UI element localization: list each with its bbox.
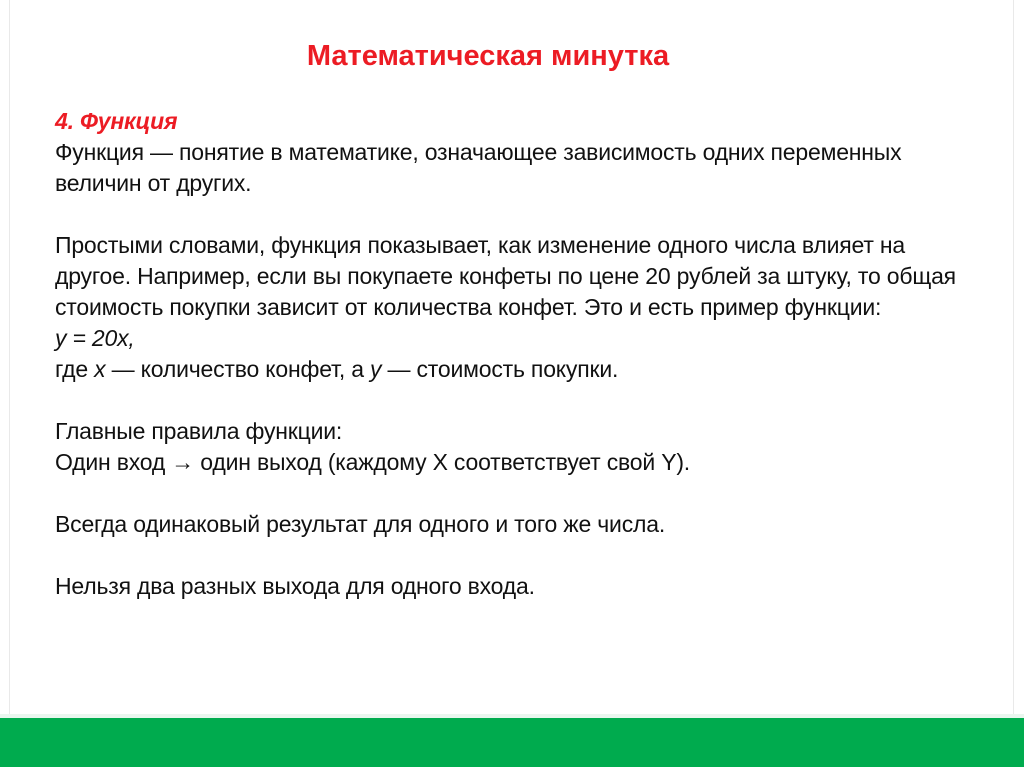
slide-left-edge-line xyxy=(9,0,10,716)
paragraph-rules xyxy=(55,416,956,478)
paragraph-rule-no-two-outputs xyxy=(55,571,956,602)
section-heading: 4. Функция xyxy=(55,108,178,134)
slide-title: Математическая минутка xyxy=(306,40,670,72)
text-line: Нельзя два разных выхода для одного входа. xyxy=(55,573,535,599)
paragraph-example xyxy=(55,230,956,385)
slide-body xyxy=(55,106,956,633)
formula-line: y = 20x, xyxy=(55,325,135,351)
slide-right-edge-line xyxy=(1013,0,1014,716)
text-line: Функция — понятие в математике, означающее зависимость одних переменных xyxy=(55,139,902,165)
text-line: Простыми словами, функция показывает, как изменение одного числа влияет на xyxy=(55,232,905,258)
formula-explanation-line xyxy=(55,354,956,385)
text-line: Один вход → один выход (каждому X соответствует свой Y). xyxy=(55,449,690,475)
variable-y: y xyxy=(370,356,382,382)
text-segment: где xyxy=(55,356,95,382)
text-line: Всегда одинаковый результат для одного и того же числа. xyxy=(55,511,666,537)
text-line: другое. Например, если вы покупаете конфеты по цене 20 рублей за штуку, то общая xyxy=(55,263,956,289)
text-segment: — количество конфет, а xyxy=(105,356,371,382)
variable-x: x xyxy=(94,356,106,382)
paragraph-rule-same-result xyxy=(55,509,956,540)
text-line: стоимость покупки зависит от количества конфет. Это и есть пример функции: xyxy=(55,294,882,320)
text-line: величин от других. xyxy=(55,170,252,196)
text-segment: — стоимость покупки. xyxy=(381,356,619,382)
text-line: Главные правила функции: xyxy=(55,418,343,444)
paragraph-definition xyxy=(55,106,956,199)
footer-accent-bar xyxy=(0,718,1024,767)
